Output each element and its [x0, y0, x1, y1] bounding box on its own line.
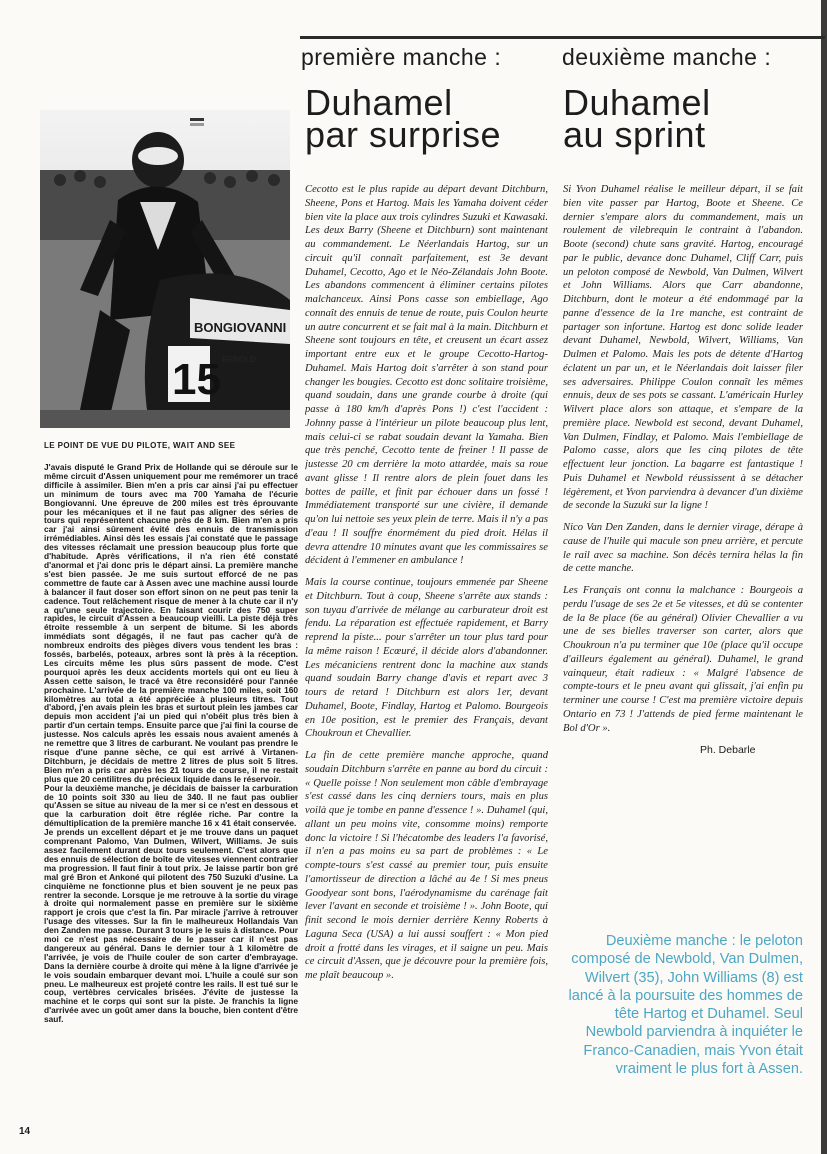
rider-photo-illustration: [40, 110, 290, 428]
page-edge-shadow: [821, 0, 827, 1154]
article-paragraph: Mais la course continue, toujours emmenée par Sheene et Ditchburn. Tout à coup, Sheene s'arrête aux stands : son tuyau d'arrivée de mélange au carburateur droit est fendu. La réparation est effectuée rapidement, et Barry reprend la piste... pour s'arrêter un tour plus tard pour la même raison ! Ecœuré, il décide alors d'abandonner. Les mécaniciens rentrent donc la machine aux stands quand soudain Barry change d'avis et repart avec 3 tours de retard ! Ditchburn est alors 1er, devant Duhamel, Boote, Findlay, Hartog et Palomo. Bourgeois en 10e position, est le premier des Français, devant Choukroun et Chevallier.: [305, 577, 548, 740]
headline-line: au sprint: [563, 114, 706, 155]
headline-second-race: [563, 82, 711, 155]
pilot-section-title: LE POINT DE VUE DU PILOTE, WAIT AND SEE: [44, 441, 236, 450]
article-paragraph: Les Français ont connu la malchance : Bourgeois a perdu l'usage de ses 2e et 5e vitesses, et dû se contenter de la 8e place (6e au général) Olivier Chevallier a vu une de ses bielles traverser son carter, alors que Choukroun n'a pu terminer que 10e (place qu'il occupe d'ailleurs également au général). Duhamel, le grand vainqueur, était radieux : « Malgré l'absence de compte-tours et le pneu avant qui glissait, j'ai enfin pu terminer une course ! C'est ma première victoire depuis Ontario en 73 ! J'attends de pied ferme maintenant le Bol d'Or ».: [563, 585, 803, 734]
article-paragraph: Si Yvon Duhamel réalise le meilleur départ, il se fait bien vite passer par Hartog, Boote et Sheene. Ce dernier s'empare alors du commandement, mais un roulement de vilebrequin le contraint à l'abandon. Boote (second) chute sans gravité. Hartog, encouragé par le public, devance donc Duhamel, Cliff Carr, puis un peloton composé de Newbold, Van Dulmen, Wilvert et John Williams. Alors que Carr abandonne, Ditchburn, dont le moteur a été endommagé par la panne d'essence de la 1re manche, est contraint de partager son infortune. Hartog est donc solide leader devant Duhamel, Newbold, Wilvert, Williams, Van Dulmen et Palomo. Mais les pots de détente d'Hartog éclatent un par un, et le Néerlandais doit laisser filer ses adversaires. Philippe Coulon connaît les mêmes ennuis, deux de ses pots se cassant. L'américain Hurley Wilvert place alors son attaque, et s'empare de la première place. Newbold est second, devant Duhamel, Van Dulmen, Findlay, et Palomo. Mais l'embiellage de Palomo casse, alors que les cinq pilotes de tête effectuent leur jonction. La bagarre est fantastique ! Puis Duhamel et Newbold réussissent à se détacher légèrement, et Yvon parviendra à devancer d'un dixième de seconde la Suzuki sur la ligne !: [563, 184, 803, 512]
race-number: 15: [172, 355, 221, 404]
first-race-article: [305, 183, 548, 1143]
pilot-paragraph: Pour la deuxième manche, je décidais de baisser la carburation de 10 points soit 330 au lieu de 340. Il ne faut pas oublier qu'Assen se situe au niveau de la mer si ce n'est en dessous et que la carburation doit être réglée riche. Par contre la démultiplication de la première manche 16 x 41 était conservée.: [44, 782, 298, 829]
fairing-sponsor-text: BONGIOVANNI: [194, 320, 287, 335]
kicker-second-race: deuxième manche :: [562, 44, 772, 70]
headline-line: Duhamel: [305, 82, 453, 123]
rider-photo: [40, 110, 290, 428]
photo-caption: Deuxième manche : le peloton composé de Newbold, Van Dulmen, Wilvert (35), John Williams (8) est lancé à la poursuite des hommes de tête Hartog et Duhamel. Seul Newbold parviendra à inquiéter le Franco-Canadien, mais Yvon était vraiment le plus fort à Assen.: [568, 933, 803, 1078]
pilot-paragraph: J'avais disputé le Grand Prix de Hollande qui se déroule sur le même circuit d'Assen uniquement pour me remémorer un tracé difficile à assimiler. Bien m'en a pris car ainsi j'ai pu effectuer un minimum de tours avec ma 700 Yamaha de l'écurie Bongiovanni. Une épreuve de 200 miles est très éprouvante pour les mécaniques et il ne faut pas aligner des séries de tours qui représentent chacune près de 8 km. Bien m'en a pris car j'ai ainsi sûrement évité des ennuis de transmission irrémédiables. Ainsi dès les essais j'ai constaté que le passage des vitesses réclamait une pression beaucoup plus forte que d'habitude. Après vérifications, il n'a rien été constaté d'anormal et j'ai donc pris le départ ainsi. La première manche s'est bien passée. Je me suis surtout efforcé de ne pas commettre de faute car à Assen avec une machine aussi lourde à balancer il faut doser son effort sinon on ne peut pas tenir la cadence. Tout relâchement risque de mener à la chute car il n'y a qu'une seule trajectoire. En faisant courir des 750 super rapides, le circuit d'Assen a beaucoup vieilli. La piste déjà très étroite ressemble à un serpent de bitume. Si les abords immédiats sont dégagés, il ne faut pas cacher qu'à de nombreux endroits des pièges divers vous tendent les bras : fossés, barbelés, poteaux, arbres sont là près à la réception. Les circuits même les plus sûrs passent de mode. C'est pourquoi après les deux accidents mortels qui ont eu lieu à Assen cette saison, le tracé va être reconsidéré pour l'année prochaine. L'arrivée de la première manche 100 miles, soit 160 kilomètres au total a été appréciée à plusieurs titres. Tout d'abord, j'en avais plein les bras et surtout plein les jambes car depuis mon accident j'ai un pied qui n'obéit plus très bien à partir d'un certain temps. Ensuite parce que j'ai fini la course de justesse. Nos calculs après les essais nous avaient amenés à ne remettre que 3 litres de carburant. Ne voulant pas prendre le risque d'une panne sèche, ce qui est arrivé à Virtanen-Ditchburn, je décidais de mettre 2 litres de plus soit 5 litres. Bien m'en a pris car après les 21 tours de course, il ne restait plus que 20 centilitres du précieux liquide dans le réservoir.: [44, 463, 298, 784]
pilot-paragraph: Je prends un excellent départ et je me trouve dans un paquet comprenant Palomo, Van Dulmen, Wilvert, Williams. Je suis assez facilement durant deux tours seulement. C'est alors que des ennuis de sélection de boîte de vitesses viennent contrarier ma progression. Il faut finir à tout prix. Je laisse partir bon gré mal gré Bron et Ankoné qui pilotent des 750 Suzuki d'usine. La cinquième ne fonctionne plus et bien souvent je ne peux pas rentrer la seconde. Lorsque je me retrouve à la sortie du virage à droite qui normalement passe en première sur le sixième rapport je crois que c'est la fin. Par miracle j'arrive à retrouver l'usage des vitesses. Sur la fin le malheureux Hollandais Van den Zanden me passe. Durant 3 tours je le suis à distance. Pour moi ce n'est pas nécessaire de le passer car il n'est pas dangereux au général. Dans le dernier tour à 1 kilomètre de l'arrivée, je vois de l'huile couler de son carter d'embrayage. Dans la dernière courbe à droite qui mène à la ligne d'arrivée je le vois soudain embarquer devant moi. L'huile a coulé sur son pneu. Le malheureux est projeté contre les rails. Il est tué sur le coup, vertèbres cervicales brisées. J'évite de justesse la machine et le corps qui sont sur la piste. Je franchis la ligne d'arrivée avec un goût amer dans la bouche, bien content d'être sauf.: [44, 827, 298, 1025]
pilot-text-column: [44, 463, 298, 1141]
second-race-article: [563, 183, 803, 743]
fairing-small-text: RENOLD: [222, 355, 256, 364]
author-signature: Ph. Debarle: [700, 744, 756, 756]
article-paragraph: Cecotto est le plus rapide au départ devant Ditchburn, Sheene, Pons et Hartog. Mais les Yamaha doivent céder bien vite la place aux trois cylindres Suzuki et Kawasaki. Les deux Barry (Sheene et Ditchburn) sont maintenant au commandement. Le Néerlandais Hartog, sur un circuit qu'il connaît parfaitement, est 3e devant Duhamel, Cecotto, Ago et le Néo-Zélandais John Boote. Les abandons commencent à éliminer certains pilotes malchanceux. Ainsi Pons casse son embiellage, Ago connaît des ennuis de tenue de route, puis Coulon heurte un autre concurrent et se fait mal à la main. Ditchburn et Sheene sont toujours en tête, et creusent un écart assez important entre eux et le groupe Cecotto-Hartog-Duhamel. Mais Hartog doit s'arrêter à son stand pour changer les bougies. Cecotto est donc solitaire troisième, quand soudain, dans une grande courbe à droite (qui passe à 180 km/h d'après Pons !) c'est l'accident : Johnny passe à l'intérieur un pilote beaucoup plus lent, mais celui-ci se rabat soudain devant la Yamaha. Bien que très penché, Cecotto tente de freiner ! Il passe de justesse 20 cm derrière la moto attardée, mais sa roue avant glisse ! Il rentre alors de plein fouet dans les bottes de paille, et finit par échouer dans un fossé ! Immédiatement transporté sur une civière, il demande qu'on lui nettoie ses yeux plein de terre. Mais il n'y a pas d'eau ! Il souffre énormément du pied droit. Hélas il devra attendre 10 minutes avant que les commissaires se décident à l'emmener en ambulance !: [305, 184, 548, 567]
article-paragraph: La fin de cette première manche approche, quand soudain Ditchburn s'arrête en panne au bord du circuit : « Quelle poisse ! Non seulement mon câble d'embrayage s'est cassé dans les cinq derniers tours, mais en plus voilà que je tombe en panne d'essence ! ». Duhamel (qui, allant un peu moins vite, consomme moins) remporte donc la victoire ! Si l'hécatombe des leaders l'a favorisé, il n'en a pas moins eu sa part de problèmes : « Le compte-tours s'est cassé au premier tour, puis ensuite l'amortisseur de direction a lâché au 4e ! Si mes pneus Goodyear sont bons, l'aérodynamisme du carénage fait lever l'avant en seconde et troisième ! ». John Boote, qui finit second le mois dernier derrière Kenny Roberts à Laguna Seca (USA) a lui aussi souffert : « Mon pied droit a frotté dans les virages, et il saigne un peu. Mais ce circuit d'Assen, que je découvre pour la première fois, me plaît beaucoup ».: [305, 750, 548, 981]
article-paragraph: Nico Van Den Zanden, dans le dernier virage, dérape à cause de l'huile qui macule son pneu arrière, et percute le rail avec sa machine. Son décès ternira hélas la fin de cette manche.: [563, 522, 803, 575]
headline-line: par surprise: [305, 114, 502, 155]
page-number: 14: [19, 1126, 31, 1137]
headline-first-race: [305, 82, 502, 155]
headline-line: Duhamel: [563, 82, 711, 123]
top-rule: [300, 36, 825, 39]
kicker-first-race: première manche :: [301, 44, 502, 70]
